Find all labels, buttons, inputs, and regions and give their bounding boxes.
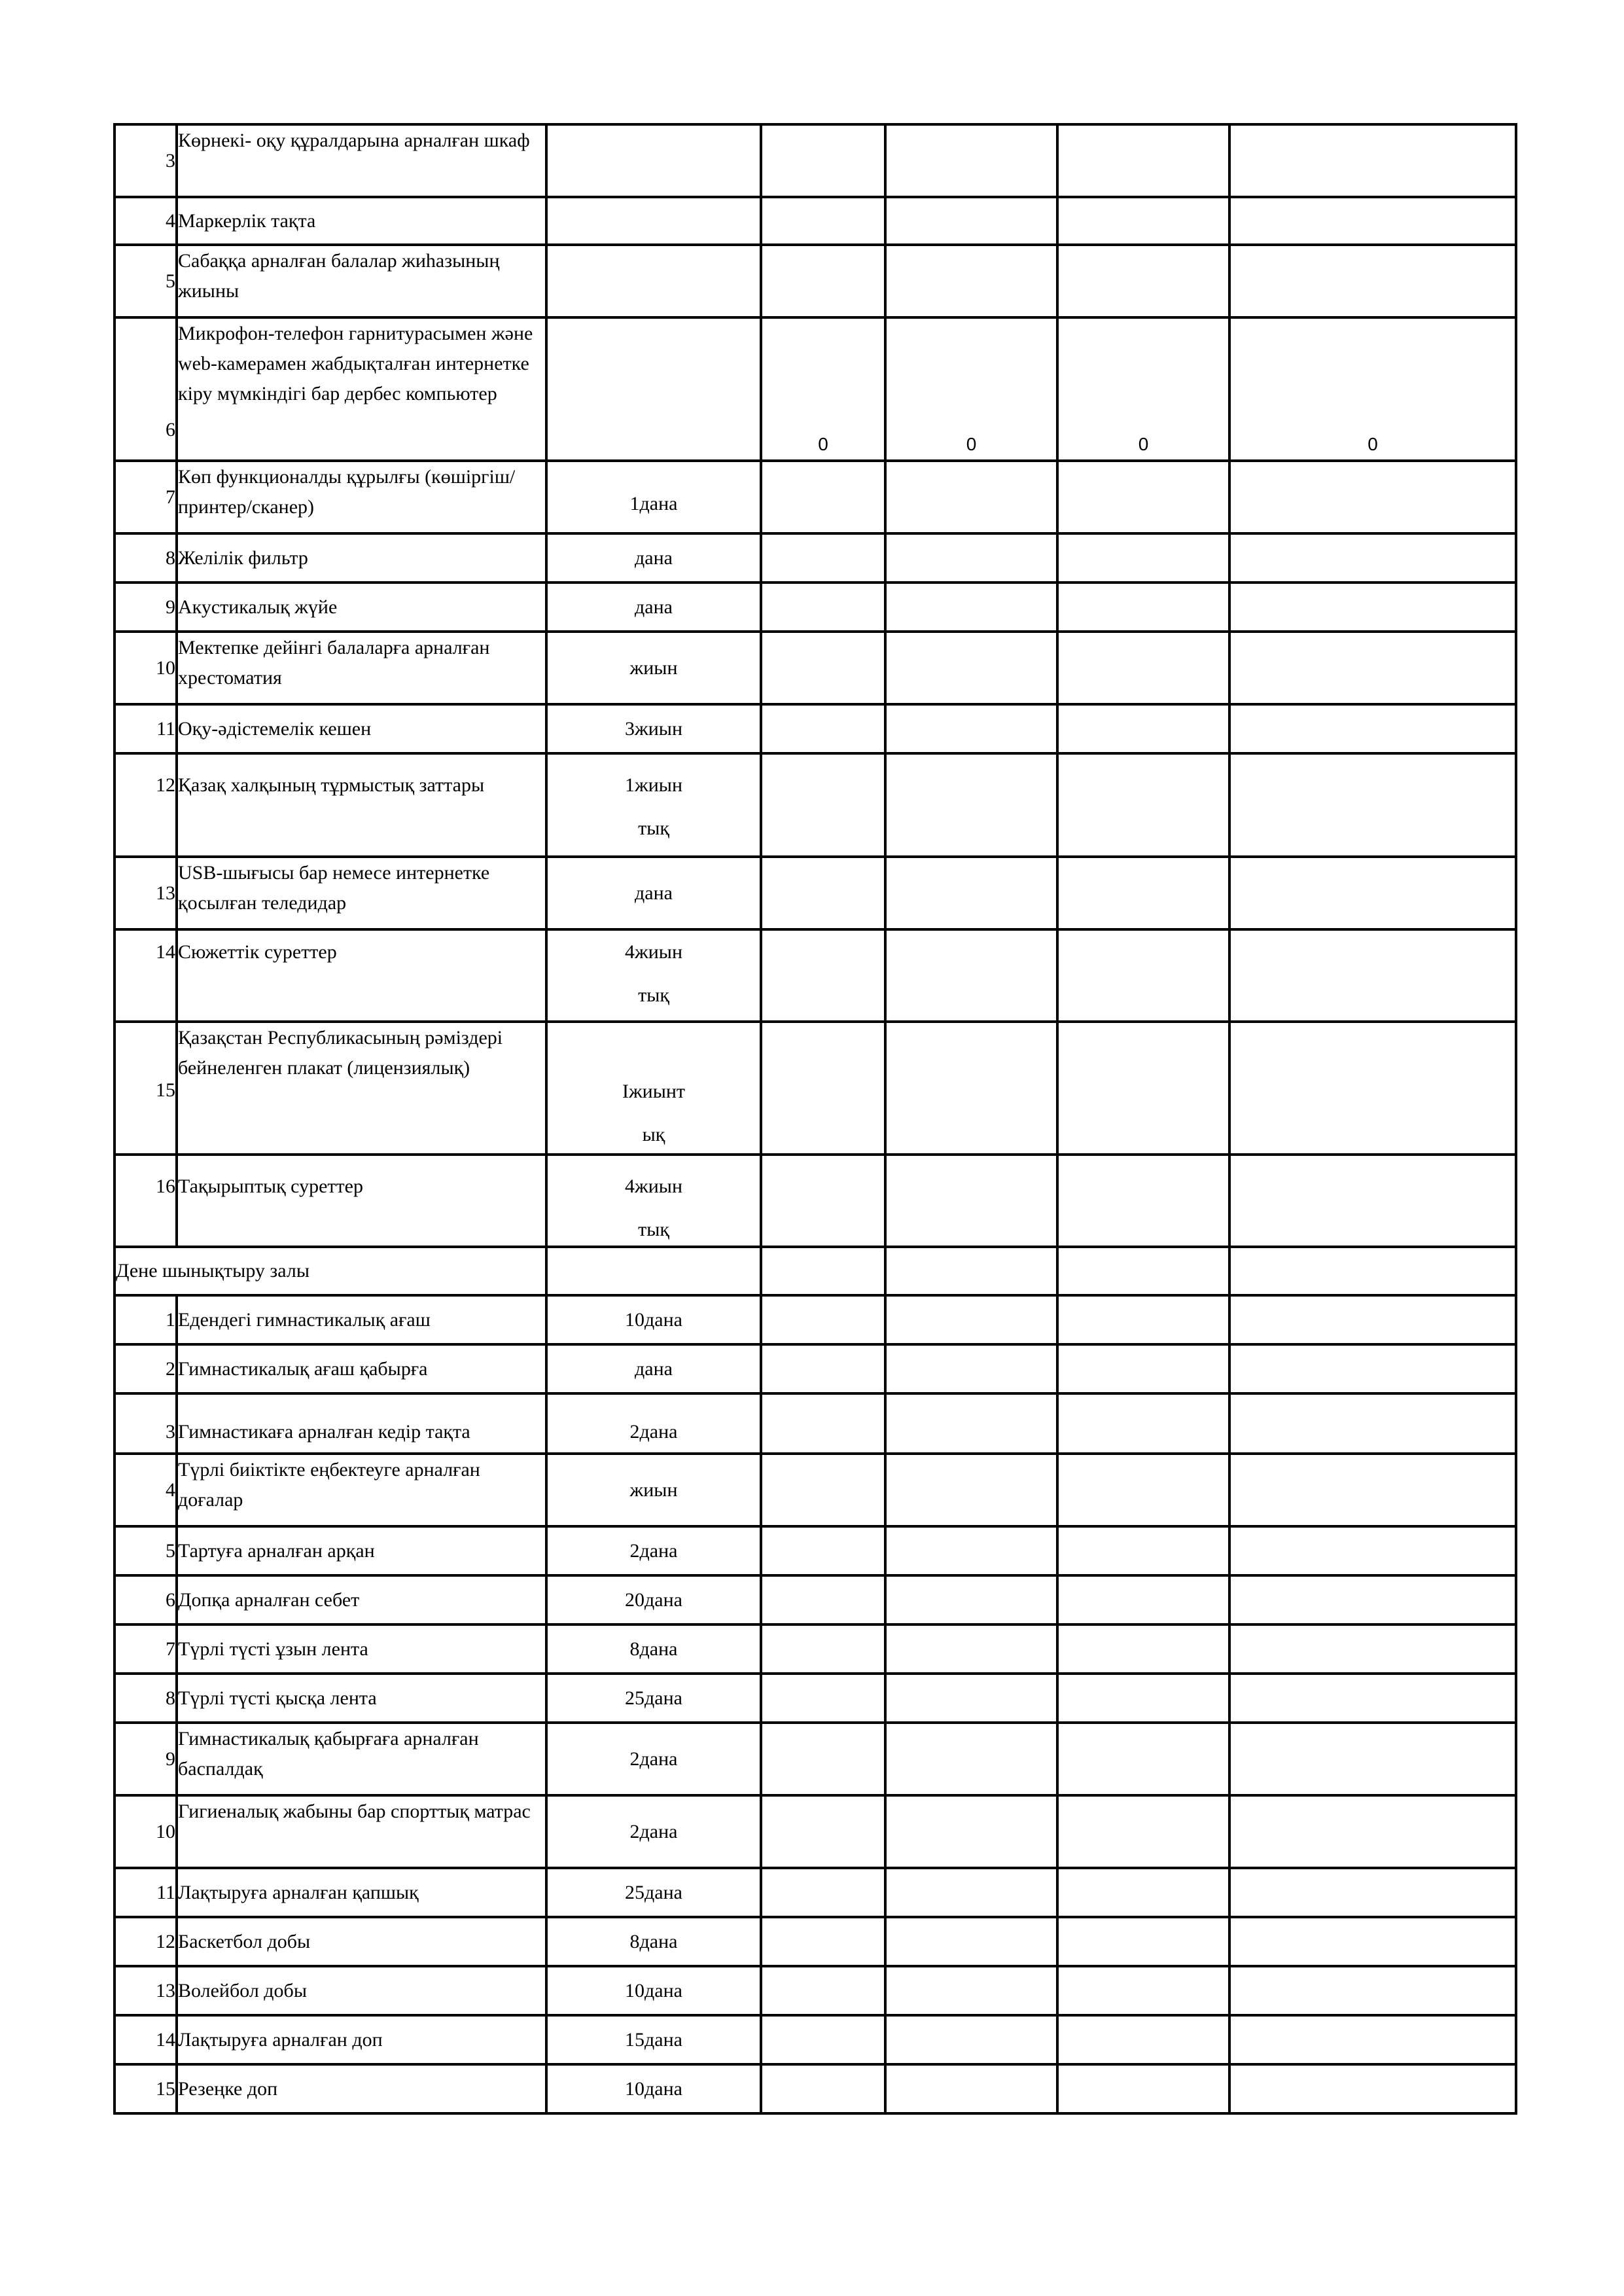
item-quantity: 2дана (546, 1795, 761, 1868)
empty-cell (1229, 1526, 1516, 1575)
row-number: 15 (115, 2064, 177, 2113)
empty-cell (1057, 1393, 1229, 1454)
item-quantity: дана (546, 583, 761, 632)
empty-cell (761, 1966, 885, 2015)
empty-cell (885, 1344, 1057, 1393)
empty-cell (1057, 2064, 1229, 2113)
row-number: 15 (115, 1022, 177, 1155)
quantity-line-2: тық (638, 984, 669, 1006)
row-number: 6 (115, 1575, 177, 1624)
empty-cell (1057, 1575, 1229, 1624)
item-name: Мектепке дейінгі балаларға арналған хрестоматия (177, 632, 546, 704)
quantity-line-2: ық (642, 1124, 665, 1145)
item-quantity (546, 753, 761, 857)
empty-cell (885, 1155, 1057, 1247)
empty-cell (761, 1393, 885, 1454)
table-row (115, 929, 1516, 1022)
empty-cell (885, 1454, 1057, 1526)
item-quantity: жиын (546, 632, 761, 704)
empty-cell (885, 1393, 1057, 1454)
empty-cell (761, 1674, 885, 1723)
empty-cell (885, 245, 1057, 317)
empty-cell (885, 1022, 1057, 1155)
empty-cell (1229, 1295, 1516, 1344)
row-number: 1 (115, 1295, 177, 1344)
empty-cell (1057, 1022, 1229, 1155)
item-quantity: дана (546, 1344, 761, 1393)
table-row (115, 1454, 1516, 1526)
empty-cell (1229, 1966, 1516, 2015)
empty-cell (1229, 1247, 1516, 1295)
item-name: Тартуға арналған арқан (177, 1526, 546, 1575)
empty-cell (1229, 197, 1516, 245)
row-number: 11 (115, 704, 177, 753)
empty-cell (1057, 632, 1229, 704)
empty-cell (761, 1295, 885, 1344)
empty-cell (1057, 1723, 1229, 1795)
item-name: Гимнастикалық ағаш қабырға (177, 1344, 546, 1393)
item-name: Гимнастикалық қабырғаға арналған баспалдақ (177, 1723, 546, 1795)
table-row (115, 533, 1516, 583)
item-quantity: 20дана (546, 1575, 761, 1624)
row-number: 13 (115, 1966, 177, 2015)
empty-cell (885, 1917, 1057, 1966)
value-cell: 0 (1229, 317, 1516, 461)
empty-cell (1229, 1344, 1516, 1393)
empty-cell (885, 1674, 1057, 1723)
table-row (115, 1155, 1516, 1247)
item-quantity: 10дана (546, 1295, 761, 1344)
equipment-table (113, 123, 1517, 2115)
empty-cell (1229, 583, 1516, 632)
table-row (115, 1966, 1516, 2015)
item-name: Тақырыптық суреттер (177, 1155, 546, 1247)
table-row (115, 1723, 1516, 1795)
empty-cell (885, 1723, 1057, 1795)
table-row (115, 583, 1516, 632)
empty-cell (885, 1247, 1057, 1295)
empty-cell (885, 1575, 1057, 1624)
empty-cell (761, 1624, 885, 1674)
empty-cell (1229, 929, 1516, 1022)
row-number: 10 (115, 1795, 177, 1868)
empty-cell (1057, 1868, 1229, 1917)
item-quantity: жиын (546, 1454, 761, 1526)
row-number: 2 (115, 1344, 177, 1393)
empty-cell (1229, 1155, 1516, 1247)
table-row (115, 1526, 1516, 1575)
empty-cell (885, 1868, 1057, 1917)
empty-cell (761, 2015, 885, 2064)
table-row (115, 197, 1516, 245)
item-quantity (546, 1022, 761, 1155)
empty-cell (1229, 753, 1516, 857)
empty-cell (1057, 857, 1229, 929)
item-name: Лақтыруға арналған қапшық (177, 1868, 546, 1917)
empty-cell (1229, 2015, 1516, 2064)
item-name: Көп функционалды құрылғы (көшіргіш/принтер/сканер) (177, 461, 546, 533)
empty-cell (1057, 1526, 1229, 1575)
empty-cell (546, 1247, 761, 1295)
table-row (115, 1575, 1516, 1624)
empty-cell (885, 124, 1057, 197)
empty-cell (1057, 583, 1229, 632)
empty-cell (1229, 1454, 1516, 1526)
empty-cell (885, 2015, 1057, 2064)
item-quantity: 15дана (546, 2015, 761, 2064)
item-quantity (546, 197, 761, 245)
empty-cell (761, 1454, 885, 1526)
empty-cell (761, 245, 885, 317)
item-name: Лақтыруға арналған доп (177, 2015, 546, 2064)
empty-cell (885, 857, 1057, 929)
value-cell: 0 (1057, 317, 1229, 461)
item-quantity: 25дана (546, 1868, 761, 1917)
empty-cell (1057, 245, 1229, 317)
row-number: 3 (115, 1393, 177, 1454)
row-number: 3 (115, 124, 177, 197)
empty-cell (885, 1295, 1057, 1344)
empty-cell (761, 124, 885, 197)
empty-cell (761, 632, 885, 704)
empty-cell (1057, 1917, 1229, 1966)
row-number: 8 (115, 533, 177, 583)
item-name: Қазақстан Республикасының рәміздері бейнеленген плакат (лицензиялық) (177, 1022, 546, 1155)
empty-cell (1229, 632, 1516, 704)
table-row (115, 245, 1516, 317)
table-row (115, 1393, 1516, 1454)
table-row (115, 753, 1516, 857)
item-name: Желілік фильтр (177, 533, 546, 583)
empty-cell (1057, 1795, 1229, 1868)
empty-cell (761, 1575, 885, 1624)
empty-cell (1057, 1966, 1229, 2015)
row-number: 12 (115, 753, 177, 857)
table-row (115, 1624, 1516, 1674)
empty-cell (761, 1155, 885, 1247)
empty-cell (1229, 1917, 1516, 1966)
row-number: 4 (115, 197, 177, 245)
empty-cell (761, 929, 885, 1022)
table-row (115, 1344, 1516, 1393)
empty-cell (1229, 1674, 1516, 1723)
empty-cell (885, 929, 1057, 1022)
item-quantity (546, 124, 761, 197)
table-row (115, 1795, 1516, 1868)
row-number: 5 (115, 245, 177, 317)
row-number: 16 (115, 1155, 177, 1247)
empty-cell (1229, 2064, 1516, 2113)
item-name: USB-шығысы бар немесе интернетке қосылған теледидар (177, 857, 546, 929)
item-quantity: 8дана (546, 1917, 761, 1966)
item-quantity: 10дана (546, 2064, 761, 2113)
item-quantity: 25дана (546, 1674, 761, 1723)
item-name: Допқа арналған себет (177, 1575, 546, 1624)
empty-cell (1057, 1454, 1229, 1526)
empty-cell (761, 1247, 885, 1295)
item-name: Резеңке доп (177, 2064, 546, 2113)
table-row (115, 124, 1516, 197)
table-row (115, 1022, 1516, 1155)
row-number: 7 (115, 461, 177, 533)
table-row (115, 704, 1516, 753)
row-number: 8 (115, 1674, 177, 1723)
item-name: Түрлі түсті қысқа лента (177, 1674, 546, 1723)
row-number: 7 (115, 1624, 177, 1674)
row-number: 9 (115, 1723, 177, 1795)
empty-cell (1057, 1624, 1229, 1674)
item-quantity: 3жиын (546, 704, 761, 753)
empty-cell (761, 704, 885, 753)
item-quantity: 1дана (546, 461, 761, 533)
item-name: Волейбол добы (177, 1966, 546, 2015)
table-row (115, 1295, 1516, 1344)
table-row (115, 2015, 1516, 2064)
item-name: Гимнастикаға арналған кедір тақта (177, 1393, 546, 1454)
empty-cell (761, 533, 885, 583)
empty-cell (1057, 1344, 1229, 1393)
empty-cell (1229, 1022, 1516, 1155)
quantity-line-1: 4жиын (625, 941, 682, 963)
empty-cell (885, 1526, 1057, 1575)
empty-cell (1057, 1295, 1229, 1344)
empty-cell (761, 753, 885, 857)
quantity-line-1: 4жиын (625, 1175, 682, 1197)
empty-cell (885, 1966, 1057, 2015)
row-number: 9 (115, 583, 177, 632)
empty-cell (761, 1868, 885, 1917)
row-number: 11 (115, 1868, 177, 1917)
item-quantity (546, 317, 761, 461)
item-name: Көрнекі- оқу құралдарына арналған шкаф (177, 124, 546, 197)
row-number: 4 (115, 1454, 177, 1526)
empty-cell (885, 1624, 1057, 1674)
empty-cell (1057, 1247, 1229, 1295)
row-number: 14 (115, 2015, 177, 2064)
section-title: Дене шынықтыру залы (115, 1247, 546, 1295)
empty-cell (761, 1344, 885, 1393)
empty-cell (1057, 533, 1229, 583)
quantity-line-1: 1жиын (625, 774, 682, 796)
empty-cell (885, 461, 1057, 533)
item-name: Қазақ халқының тұрмыстық заттары (177, 753, 546, 857)
table-row (115, 857, 1516, 929)
row-number: 10 (115, 632, 177, 704)
item-name: Баскетбол добы (177, 1917, 546, 1966)
item-quantity: 2дана (546, 1526, 761, 1575)
empty-cell (761, 197, 885, 245)
row-number: 13 (115, 857, 177, 929)
empty-cell (761, 2064, 885, 2113)
value-cell: 0 (761, 317, 885, 461)
section-row (115, 1247, 1516, 1295)
empty-cell (1229, 857, 1516, 929)
table-row (115, 1868, 1516, 1917)
row-number: 14 (115, 929, 177, 1022)
empty-cell (1057, 929, 1229, 1022)
empty-cell (885, 1795, 1057, 1868)
item-name: Сюжеттік суреттер (177, 929, 546, 1022)
empty-cell (761, 857, 885, 929)
empty-cell (1229, 704, 1516, 753)
item-quantity (546, 245, 761, 317)
item-name: Гигиеналық жабыны бар спорттық матрас (177, 1795, 546, 1868)
empty-cell (885, 533, 1057, 583)
empty-cell (761, 1917, 885, 1966)
empty-cell (1229, 245, 1516, 317)
empty-cell (1229, 1624, 1516, 1674)
item-quantity: дана (546, 533, 761, 583)
empty-cell (761, 461, 885, 533)
row-number: 12 (115, 1917, 177, 1966)
item-quantity (546, 929, 761, 1022)
value-cell: 0 (885, 317, 1057, 461)
empty-cell (1229, 461, 1516, 533)
row-number: 6 (115, 317, 177, 461)
empty-cell (885, 2064, 1057, 2113)
item-quantity: 8дана (546, 1624, 761, 1674)
empty-cell (885, 583, 1057, 632)
table-row (115, 317, 1516, 461)
item-quantity: 2дана (546, 1393, 761, 1454)
empty-cell (1057, 1155, 1229, 1247)
empty-cell (1057, 2015, 1229, 2064)
quantity-line-1: Іжиынт (622, 1081, 686, 1102)
empty-cell (885, 197, 1057, 245)
table-row (115, 1674, 1516, 1723)
item-name: Түрлі түсті ұзын лента (177, 1624, 546, 1674)
item-name: Едендегі гимнастикалық ағаш (177, 1295, 546, 1344)
empty-cell (1229, 1575, 1516, 1624)
item-quantity (546, 1155, 761, 1247)
empty-cell (1057, 124, 1229, 197)
item-quantity: 2дана (546, 1723, 761, 1795)
empty-cell (1057, 197, 1229, 245)
item-name: Сабаққа арналған балалар жиһазының жиыны (177, 245, 546, 317)
empty-cell (885, 632, 1057, 704)
item-name: Акустикалық жүйе (177, 583, 546, 632)
item-quantity: дана (546, 857, 761, 929)
item-name: Микрофон-телефон гарнитурасымен және web-камерамен жабдықталған интернетке кіру мүмкіндігі бар дербес компьютер (177, 317, 546, 461)
empty-cell (1229, 124, 1516, 197)
row-number: 5 (115, 1526, 177, 1575)
empty-cell (761, 583, 885, 632)
empty-cell (1229, 1393, 1516, 1454)
empty-cell (885, 704, 1057, 753)
table-row (115, 632, 1516, 704)
empty-cell (761, 1526, 885, 1575)
empty-cell (885, 753, 1057, 857)
empty-cell (1229, 533, 1516, 583)
table-row (115, 2064, 1516, 2113)
quantity-line-2: тық (638, 817, 669, 839)
empty-cell (761, 1022, 885, 1155)
item-quantity: 10дана (546, 1966, 761, 2015)
item-name: Маркерлік тақта (177, 197, 546, 245)
table-row (115, 461, 1516, 533)
quantity-line-2: тық (638, 1219, 669, 1240)
item-name: Оқу-әдістемелік кешен (177, 704, 546, 753)
empty-cell (761, 1723, 885, 1795)
empty-cell (1057, 753, 1229, 857)
empty-cell (1229, 1868, 1516, 1917)
empty-cell (1229, 1723, 1516, 1795)
empty-cell (1057, 1674, 1229, 1723)
empty-cell (1057, 461, 1229, 533)
table-row (115, 1917, 1516, 1966)
empty-cell (761, 1795, 885, 1868)
empty-cell (1229, 1795, 1516, 1868)
empty-cell (1057, 704, 1229, 753)
item-name: Түрлі биіктікте еңбектеуге арналған доғалар (177, 1454, 546, 1526)
